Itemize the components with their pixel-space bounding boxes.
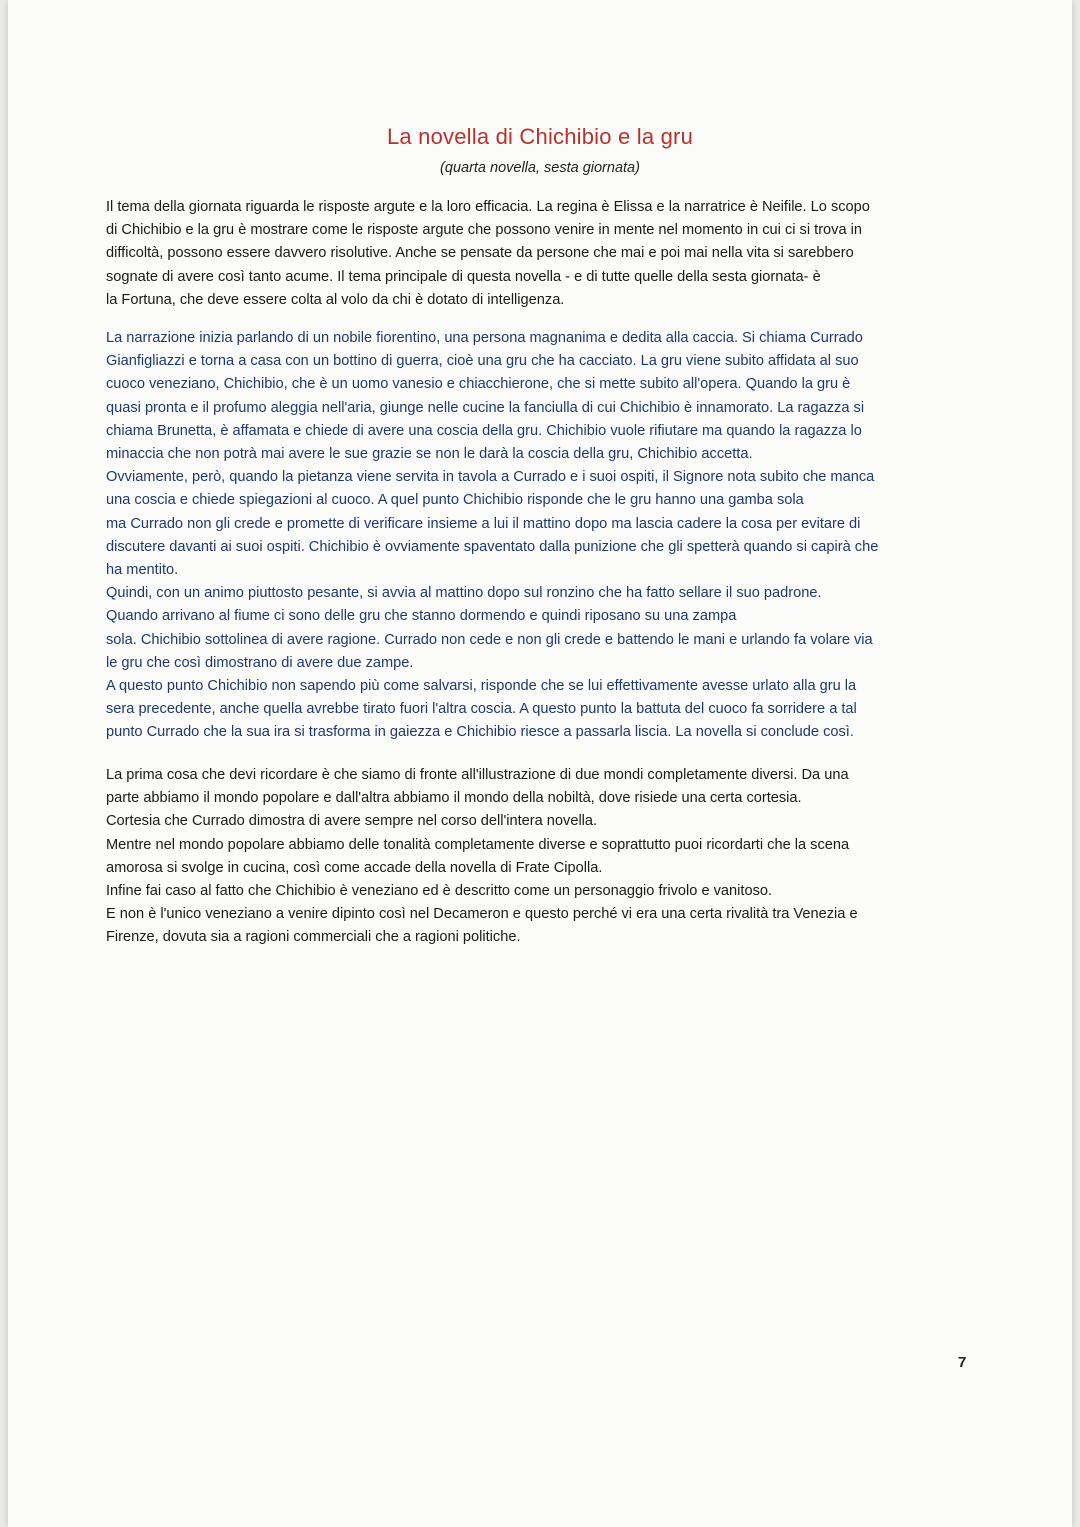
text-line: difficoltà, possono essere davvero risolutive. Anche se pensate da persone che mai e poi mai nella vita si sarebbero: [106, 245, 854, 262]
paragraph-commentary: [106, 764, 976, 950]
text-line: le gru che così dimostrano di avere due zampe.: [106, 654, 414, 671]
text-line: ma Currado non gli crede e promette di verificare insieme a lui il mattino dopo ma lascia cadere la cosa per evitare di: [106, 515, 861, 532]
page-title: La novella di Chichibio e la gru: [386, 124, 694, 149]
page-subtitle: (quarta novella, sesta giornata): [440, 160, 640, 176]
text-line: sera precedente, anche quella avrebbe tirato fuori l'altra coscia. A questo punto la battuta del cuoco fa sorridere a tal: [106, 701, 857, 718]
text-line: Ovviamente, però, quando la pietanza viene servita in tavola a Currado e i suoi ospiti, il Signore nota subito che manca: [106, 469, 875, 486]
text-line: la Fortuna, che deve essere colta al volo da chi è dotato di intelligenza.: [106, 291, 565, 308]
text-line: di Chichibio e la gru è mostrare come le risposte argute che possono venire in mente nel momento in cui ci si trova in: [106, 222, 863, 239]
text-line: Gianfigliazzi e torna a casa con un bottino di guerra, cioè una gru che ha cacciato. La gru viene subito affidata al suo: [106, 353, 859, 370]
text-line: Cortesia che Currado dimostra di avere sempre nel corso dell'intera novella.: [106, 813, 598, 830]
paragraph-intro: [106, 196, 976, 312]
text-line: punto Currado che la sua ira si trasforma in gaiezza e Chichibio riesce a passarla liscia. La novella si conclude così.: [106, 724, 854, 741]
text-line: La narrazione inizia parlando di un nobile fiorentino, una persona magnanima e dedita alla caccia. Si chiama Currado: [106, 330, 863, 346]
text-line: chiama Brunetta, è affamata e chiede di avere una coscia della gru. Chichibio vuole rifiutare ma quando la ragazza lo: [106, 422, 862, 439]
text-line: una coscia e chiede spiegazioni al cuoco. A quel punto Chichibio risponde che le gru hanno una gamba sola: [106, 492, 804, 509]
page-number: 7: [958, 1354, 967, 1371]
text-line: E non è l'unico veneziano a venire dipinto così nel Decameron e questo perché vi era una certa rivalità tra Venezia e: [106, 906, 858, 923]
text-line: Firenze, dovuta sia a ragioni commerciali che a ragioni politiche.: [106, 929, 521, 946]
text-line: Infine fai caso al fatto che Chichibio è veneziano ed è descritto come un personaggio frivolo e vanitoso.: [106, 883, 773, 900]
text-line: sognate di avere così tanto acume. Il tema principale di questa novella - e di tutte quelle della sesta giornata- è: [106, 268, 821, 285]
text-line: discutere davanti ai suoi ospiti. Chichibio è ovviamente spaventato dalla punizione che gli spetterà quando si capirà che: [106, 538, 879, 555]
text-line: parte abbiamo il mondo popolare e dall'altra abbiamo il mondo della nobiltà, dove risiede una certa cortesia.: [106, 790, 802, 807]
text-line: sola. Chichibio sottolinea di avere ragione. Currado non cede e non gli crede e battendo le mani e urlando fa volare via: [106, 631, 873, 648]
text-line: quasi pronta e il profumo aleggia nell'aria, giunge nelle cucine la fanciulla di cui Chichibio è innamorato. La ragazza si: [106, 399, 865, 416]
text-line: Quando arrivano al fiume ci sono delle gru che stanno dormendo e quindi riposano su una zampa: [106, 608, 737, 625]
text-line: ha mentito.: [106, 562, 179, 579]
text-line: Quindi, con un animo piuttosto pesante, si avvia al mattino dopo sul ronzino che ha fatto sellare il suo padrone.: [106, 585, 822, 602]
text-line: amorosa si svolge in cucina, così come accade della novella di Frate Cipolla.: [106, 859, 603, 876]
text-line: A questo punto Chichibio non sapendo più come salvarsi, risponde che se lui effettivamente avesse urlato alla gru la: [106, 678, 857, 695]
text-line: Mentre nel mondo popolare abbiamo delle tonalità completamente diverse e soprattutto puoi ricordarti che la scena: [106, 836, 850, 853]
text-line: La prima cosa che devi ricordare è che siamo di fronte all'illustrazione di due mondi completamente diversi. Da una: [106, 767, 849, 783]
paragraph-narration: [106, 327, 976, 745]
text-line: Il tema della giornata riguarda le risposte argute e la loro efficacia. La regina è Elissa e la narratrice è Neifile. Lo scopo: [106, 199, 870, 215]
text-line: minaccia che non potrà mai avere le sue grazie se non le darà la coscia della gru, Chichibio accetta.: [106, 446, 753, 463]
text-line: cuoco veneziano, Chichibio, che è un uomo vanesio e chiacchierone, che si mette subito all'opera. Quando la gru è: [106, 376, 851, 393]
